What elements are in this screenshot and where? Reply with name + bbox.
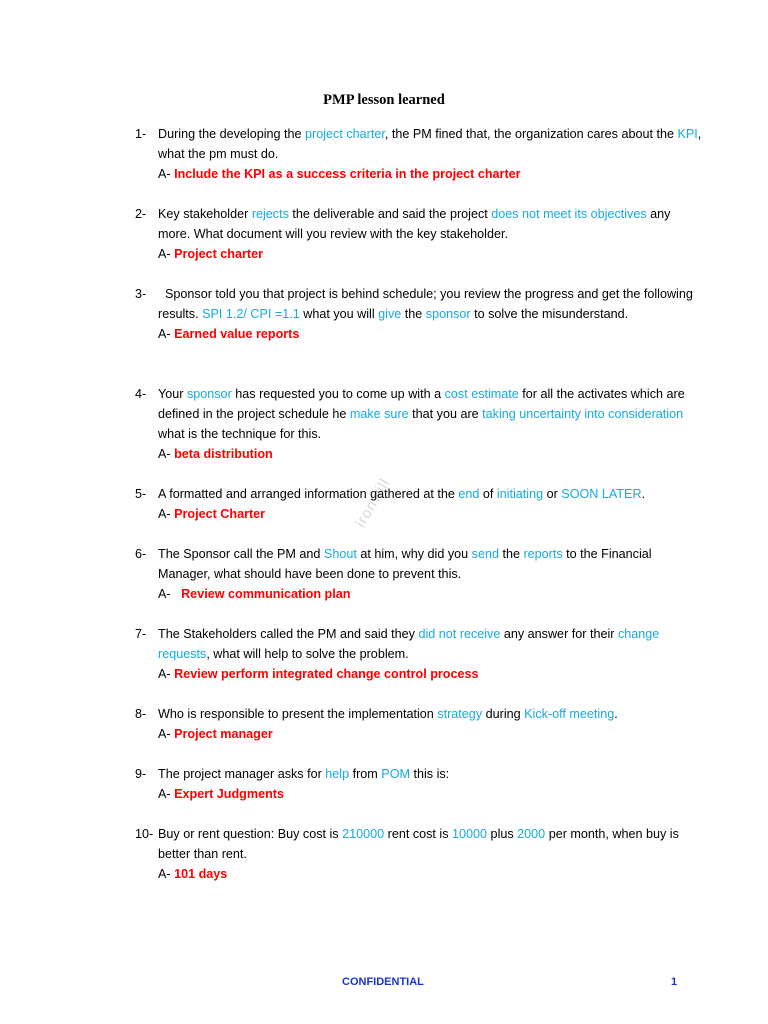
- answer-text: Project charter: [174, 247, 263, 261]
- highlighted-term: POM: [381, 767, 410, 781]
- question-text-segment: any more. What document will you review with the key stakeholder.: [158, 207, 674, 241]
- question-number: 3-: [135, 287, 147, 301]
- question-text: [158, 824, 703, 864]
- answer-text: Review communication plan: [174, 587, 351, 601]
- question-text-segment: what is the technique for this.: [158, 407, 687, 441]
- answer-text: Earned value reports: [174, 327, 300, 341]
- answer-line: [158, 784, 703, 804]
- question-text: [158, 384, 703, 444]
- question-number: 1-: [135, 127, 147, 141]
- question-text-segment: The Stakeholders called the PM and said they: [158, 627, 419, 641]
- question-text-segment: or: [543, 487, 562, 501]
- question-text-segment: Your: [158, 387, 187, 401]
- question-text: [158, 624, 703, 664]
- highlighted-term: 210000: [342, 827, 385, 841]
- question-text-segment: The project manager asks for: [158, 767, 326, 781]
- answer-prefix: A-: [158, 587, 175, 601]
- highlighted-term: give: [378, 307, 402, 321]
- answer-prefix: A-: [158, 667, 175, 681]
- question-text-segment: any answer for their: [500, 627, 618, 641]
- question-text: [158, 544, 703, 584]
- question-text: [158, 704, 703, 724]
- answer-text: Expert Judgments: [174, 787, 284, 801]
- highlighted-term: strategy: [437, 707, 483, 721]
- question-text-segment: the deliverable and said the project: [288, 207, 492, 221]
- question-number: 5-: [135, 487, 147, 501]
- question-text-segment: , what the pm must do.: [158, 127, 705, 161]
- highlighted-term: reports: [523, 547, 563, 561]
- question-text-segment: .: [614, 707, 618, 721]
- answer-line: [158, 444, 703, 464]
- answer-line: [158, 864, 703, 884]
- question-number: 8-: [135, 707, 147, 721]
- question-text-segment: what you will: [299, 307, 379, 321]
- question-text-segment: at him, why did you: [356, 547, 472, 561]
- answer-text: Review perform integrated change control process: [174, 667, 479, 681]
- answer-text: Project Charter: [174, 507, 266, 521]
- question-text-segment: Sponsor told you that project is behind schedule; you review the progress and get the following results.: [158, 287, 697, 321]
- question-text-segment: , the PM fined that, the organization cares about the: [384, 127, 678, 141]
- answer-text: 101 days: [174, 867, 228, 881]
- highlighted-term: end: [458, 487, 480, 501]
- question-item: [135, 824, 703, 884]
- answer-prefix: A-: [158, 167, 175, 181]
- answer-prefix: A-: [158, 447, 175, 461]
- question-number: 7-: [135, 627, 147, 641]
- highlighted-term: rejects: [251, 207, 289, 221]
- highlighted-term: SPI 1.2/ CPI =1.1: [202, 307, 300, 321]
- question-text-segment: the: [401, 307, 426, 321]
- answer-text: beta distribution: [174, 447, 273, 461]
- highlighted-term: Kick-off meeting: [524, 707, 615, 721]
- highlighted-term: send: [471, 547, 499, 561]
- highlighted-term: SOON LATER: [561, 487, 642, 501]
- answer-prefix: A-: [158, 327, 175, 341]
- question-number: 2-: [135, 207, 147, 221]
- question-text-segment: rent cost is: [384, 827, 453, 841]
- page-footer: [0, 976, 768, 992]
- question-text-segment: A formatted and arranged information gathered at the: [158, 487, 459, 501]
- highlighted-term: 10000: [452, 827, 488, 841]
- question-text-segment: Key stakeholder: [158, 207, 252, 221]
- answer-line: [158, 584, 703, 604]
- question-text: [158, 124, 703, 164]
- question-item: [135, 124, 703, 184]
- question-item: [135, 384, 703, 464]
- question-text-segment: per month, when buy is better than rent.: [158, 827, 683, 861]
- question-text-segment: .: [641, 487, 646, 501]
- highlighted-term: sponsor: [186, 387, 232, 401]
- highlighted-term: did not receive: [418, 627, 501, 641]
- document-title: PMP lesson learned: [323, 92, 445, 108]
- question-text-segment: to the Financial Manager, what should have been done to prevent this.: [158, 547, 656, 581]
- highlighted-term: KPI: [677, 127, 698, 141]
- question-text-segment: from: [349, 767, 382, 781]
- question-text-segment: that you are: [408, 407, 483, 421]
- question-text: [158, 484, 703, 504]
- question-text-segment: , what will help to solve the problem.: [206, 647, 409, 661]
- answer-line: [158, 164, 703, 184]
- question-text-segment: the: [498, 547, 524, 561]
- answer-text: Project manager: [174, 727, 273, 741]
- question-text-segment: of: [479, 487, 497, 501]
- highlighted-term: sponsor: [425, 307, 471, 321]
- question-item: [135, 204, 703, 264]
- question-text: [158, 204, 703, 244]
- question-text-segment: Who is responsible to present the implementation: [158, 707, 438, 721]
- answer-line: [158, 504, 703, 524]
- answer-prefix: A-: [158, 727, 175, 741]
- highlighted-term: project charter: [305, 127, 385, 141]
- question-number: 10-: [135, 827, 154, 841]
- confidential-label: CONFIDENTIAL: [342, 976, 424, 988]
- answer-line: [158, 324, 703, 344]
- question-text-segment: for all the activates which are defined in the project schedule he: [158, 387, 689, 421]
- highlighted-term: Shout: [323, 547, 357, 561]
- question-text-segment: During the developing the: [158, 127, 306, 141]
- question-text-segment: plus: [487, 827, 518, 841]
- question-text-segment: during: [482, 707, 525, 721]
- highlighted-term: cost estimate: [444, 387, 519, 401]
- answer-prefix: A-: [158, 787, 175, 801]
- question-text-segment: The Sponsor call the PM and: [158, 547, 324, 561]
- question-number: 6-: [135, 547, 147, 561]
- question-item: [135, 704, 703, 744]
- question-text-segment: has requested you to come up with a: [231, 387, 445, 401]
- question-text-segment: Buy or rent question: Buy cost is: [158, 827, 343, 841]
- answer-line: [158, 244, 703, 264]
- question-item: [135, 284, 703, 344]
- question-item: [135, 544, 703, 604]
- highlighted-term: make sure: [349, 407, 409, 421]
- highlighted-term: initiating: [496, 487, 544, 501]
- highlighted-term: does not meet its objectives: [491, 207, 647, 221]
- question-item: [135, 624, 703, 684]
- answer-prefix: A-: [158, 867, 175, 881]
- watermark: ironwill: [352, 475, 394, 531]
- answer-prefix: A-: [158, 247, 175, 261]
- highlighted-term: taking uncertainty into consideration: [482, 407, 684, 421]
- question-text: [158, 284, 703, 324]
- question-text: [158, 764, 703, 784]
- answer-line: [158, 664, 703, 684]
- question-number: 9-: [135, 767, 147, 781]
- highlighted-term: 2000: [517, 827, 546, 841]
- highlighted-term: help: [325, 767, 350, 781]
- question-item: [135, 764, 703, 804]
- page-number: 1: [671, 976, 678, 988]
- question-text-segment: to solve the misunderstand.: [470, 307, 629, 321]
- question-item: [135, 484, 703, 524]
- answer-prefix: A-: [158, 507, 175, 521]
- answer-line: [158, 724, 703, 744]
- answer-text: Include the KPI as a success criteria in the project charter: [174, 167, 521, 181]
- question-text-segment: this is:: [409, 767, 450, 781]
- highlighted-term: change requests: [158, 627, 663, 661]
- question-number: 4-: [135, 387, 147, 401]
